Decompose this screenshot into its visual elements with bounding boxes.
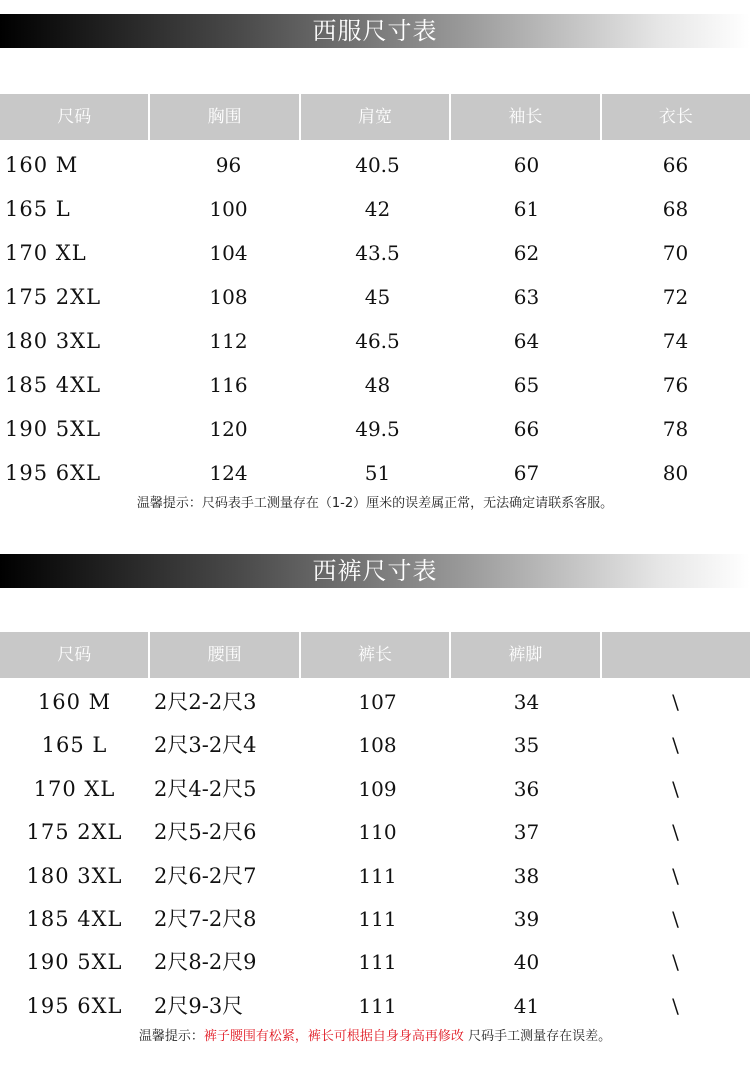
pants-table-cell: 38 xyxy=(513,863,540,888)
pants-table-row xyxy=(0,855,750,898)
suit-table-cell: 180 3XL xyxy=(5,329,102,353)
suit-table-row xyxy=(0,275,750,319)
suit-table-cell: 108 xyxy=(209,285,248,309)
pants-banner xyxy=(0,554,750,588)
pants-note-suffix: 尺码手工测量存在误差。 xyxy=(463,1029,612,1044)
pants-table-cell: 190 5XL xyxy=(26,950,123,975)
suit-table-cell: 96 xyxy=(215,153,242,177)
pants-table-cell: \ xyxy=(672,733,679,758)
pants-table-row xyxy=(0,768,750,811)
suit-table-row xyxy=(0,187,750,231)
pants-table-cell: 111 xyxy=(358,950,397,975)
suit-table-cell: 62 xyxy=(513,241,540,265)
pants-table-cell: 175 2XL xyxy=(26,820,123,845)
suit-banner xyxy=(0,14,750,48)
suit-table-cell: 61 xyxy=(513,197,540,221)
pants-table-cell: 2尺4-2尺5 xyxy=(154,776,257,801)
suit-table-header xyxy=(0,94,750,140)
suit-table-cell: 51 xyxy=(364,461,391,485)
suit-table-cell: 120 xyxy=(209,417,248,441)
suit-table-cell: 160 M xyxy=(5,153,79,177)
pants-header-empty xyxy=(602,632,750,678)
pants-table-cell: 111 xyxy=(358,993,397,1018)
suit-table-cell: 185 4XL xyxy=(5,373,102,397)
suit-title: 西服尺寸表 xyxy=(312,17,438,45)
suit-table-cell: 76 xyxy=(662,373,689,397)
suit-table-cell: 124 xyxy=(209,461,248,485)
suit-table-cell: 64 xyxy=(513,329,540,353)
pants-table-cell: 36 xyxy=(513,776,540,801)
pants-table-row xyxy=(0,811,750,854)
suit-table-cell: 49.5 xyxy=(355,417,400,441)
suit-table-cell: 100 xyxy=(209,197,248,221)
suit-header-size: 尺码 xyxy=(0,94,150,140)
suit-table-cell: 42 xyxy=(364,197,391,221)
suit-table-cell: 67 xyxy=(513,461,540,485)
suit-header-sleeve: 袖长 xyxy=(451,94,601,140)
pants-table-header xyxy=(0,632,750,678)
suit-table-cell: 45 xyxy=(364,285,391,309)
pants-table-cell: 34 xyxy=(513,690,540,714)
suit-table-cell: 80 xyxy=(662,461,689,485)
suit-table-row xyxy=(0,231,750,275)
suit-table-cell: 48 xyxy=(364,373,391,397)
pants-table-cell: 40 xyxy=(513,950,540,975)
suit-table-cell: 165 L xyxy=(5,197,71,221)
pants-table-cell: 165 L xyxy=(41,733,108,758)
pants-table-cell: \ xyxy=(672,820,679,845)
suit-note: 温馨提示：尺码表手工测量存在（1-2）厘米的误差属正常，无法确定请联系客服。 xyxy=(136,496,614,511)
suit-table-cell: 74 xyxy=(662,329,689,353)
suit-table-row xyxy=(0,143,750,187)
pants-table-row xyxy=(0,941,750,984)
suit-table-cell: 63 xyxy=(513,285,540,309)
pants-table-cell: \ xyxy=(672,950,679,975)
pants-table-cell: 35 xyxy=(513,733,540,758)
pants-note-warning: 裤子腰围有松紧，裤长可根据自身身高再修改 xyxy=(203,1029,464,1044)
pants-header-hem: 裤脚 xyxy=(451,632,601,678)
pants-table-cell: 170 XL xyxy=(33,776,116,801)
pants-table-cell: 39 xyxy=(513,906,540,931)
pants-table-cell: \ xyxy=(672,776,679,801)
suit-table-cell: 170 XL xyxy=(5,241,87,265)
suit-table-row xyxy=(0,407,750,451)
pants-table-cell: 107 xyxy=(358,690,397,714)
pants-table-body xyxy=(0,681,750,1028)
pants-header-length: 裤长 xyxy=(301,632,451,678)
suit-table-row xyxy=(0,319,750,363)
suit-header-chest: 胸围 xyxy=(150,94,300,140)
pants-table-cell: 2尺6-2尺7 xyxy=(154,863,257,888)
suit-table-cell: 46.5 xyxy=(355,329,400,353)
suit-table-cell: 104 xyxy=(209,241,248,265)
pants-table-cell: 2尺8-2尺9 xyxy=(154,950,257,975)
pants-table-cell: \ xyxy=(672,690,679,714)
suit-table-cell: 43.5 xyxy=(355,241,400,265)
pants-note xyxy=(0,1025,750,1044)
suit-table-cell: 40.5 xyxy=(355,153,400,177)
suit-table-row xyxy=(0,363,750,407)
pants-table-cell: 160 M xyxy=(37,690,112,714)
pants-table-cell: 2尺3-2尺4 xyxy=(154,733,257,758)
suit-table-cell: 195 6XL xyxy=(5,461,102,485)
suit-header-length: 衣长 xyxy=(602,94,750,140)
pants-table-row xyxy=(0,724,750,767)
pants-table-cell: 185 4XL xyxy=(26,906,123,931)
pants-table-cell: 2尺5-2尺6 xyxy=(154,820,257,845)
suit-table-cell: 66 xyxy=(513,417,540,441)
suit-table-row xyxy=(0,451,750,495)
pants-table-cell: 180 3XL xyxy=(26,863,123,888)
pants-table-cell: 111 xyxy=(358,863,397,888)
pants-table-cell: \ xyxy=(672,906,679,931)
pants-table-cell: 111 xyxy=(358,906,397,931)
pants-table-cell: 37 xyxy=(513,820,540,845)
pants-table-cell: \ xyxy=(672,863,679,888)
pants-table-cell: 110 xyxy=(358,820,397,845)
pants-table-row xyxy=(0,985,750,1028)
pants-table-cell: 109 xyxy=(358,776,397,801)
suit-table-cell: 112 xyxy=(209,329,248,353)
pants-title: 西裤尺寸表 xyxy=(312,557,438,585)
pants-table-cell: 108 xyxy=(358,733,397,758)
suit-table-cell: 78 xyxy=(662,417,689,441)
pants-header-size: 尺码 xyxy=(0,632,150,678)
suit-table-cell: 70 xyxy=(662,241,689,265)
suit-table-body xyxy=(0,143,750,495)
pants-table-cell: 195 6XL xyxy=(26,993,123,1018)
suit-table-cell: 116 xyxy=(209,373,248,397)
pants-table-cell: \ xyxy=(672,993,679,1018)
pants-table-cell: 2尺9-3尺 xyxy=(154,993,244,1018)
suit-table-cell: 66 xyxy=(662,153,689,177)
pants-note-prefix: 温馨提示： xyxy=(138,1029,204,1044)
suit-table-cell: 60 xyxy=(513,153,540,177)
pants-table-cell: 41 xyxy=(513,993,540,1018)
suit-table-cell: 68 xyxy=(662,197,689,221)
suit-table-cell: 65 xyxy=(513,373,540,397)
pants-table-cell: 2尺7-2尺8 xyxy=(154,906,257,931)
suit-table-cell: 175 2XL xyxy=(5,285,102,309)
pants-table-row xyxy=(0,681,750,724)
suit-table-cell: 190 5XL xyxy=(5,417,102,441)
suit-table-cell: 72 xyxy=(662,285,689,309)
pants-table-cell: 2尺2-2尺3 xyxy=(154,690,257,714)
pants-header-waist: 腰围 xyxy=(150,632,300,678)
suit-header-shoulder: 肩宽 xyxy=(301,94,451,140)
pants-table-row xyxy=(0,898,750,941)
